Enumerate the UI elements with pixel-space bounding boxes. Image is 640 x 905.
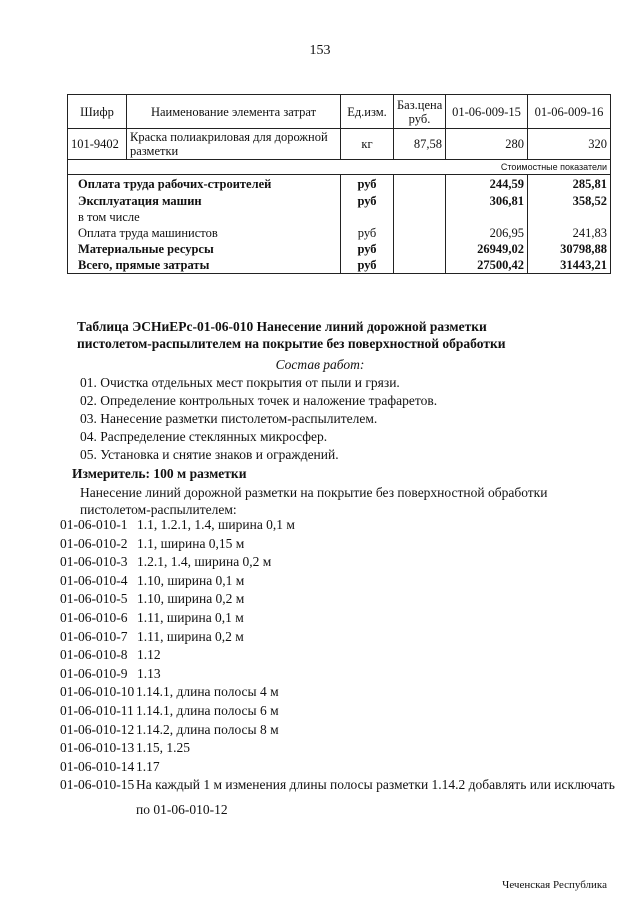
code-number: 01-06-010-4 [60, 572, 128, 588]
work-item: 03. Нанесение разметки пистолетом-распылителем. [80, 411, 378, 426]
header-price: Баз.цена руб. [394, 95, 446, 129]
code-number: 01-06-010-5 [60, 591, 128, 607]
code-number: 01-06-010-12 [60, 721, 135, 737]
material-v1: 280 [446, 129, 528, 160]
cost-label: Стоимостные показатели [68, 160, 611, 175]
summary-v1: 26949,02 [446, 241, 528, 257]
work-item: 05. Установка и снятие знаков и ограждений. [80, 447, 339, 462]
summary-v1: 206,95 [446, 225, 528, 241]
summary-unit: руб [341, 193, 394, 209]
header-col1: 01-06-009-15 [446, 95, 528, 129]
table-row [68, 241, 611, 257]
code-number: 01-06-010-9 [60, 665, 128, 681]
summary-name: Материальные ресурсы [68, 241, 341, 257]
table-row [68, 129, 611, 160]
work-item: 02. Определение контрольных точек и наложение трафаретов. [80, 393, 438, 408]
code-description: 1.11, ширина 0,2 м [137, 628, 244, 644]
summary-v1: 27500,42 [446, 257, 528, 274]
cost-label-row [68, 160, 611, 175]
summary-v2: 30798,88 [528, 241, 611, 257]
code-description: 1.14.1, длина полосы 4 м [136, 684, 279, 700]
table-row [68, 193, 611, 209]
section-title: Таблица ЭСНиЕРс-01-06-010 Нанесение линий дорожной разметки пистолетом-распылителем на покрытие без поверхностной обработки [77, 319, 506, 351]
code-number: 01-06-010-3 [60, 554, 128, 570]
summary-name: Всего, прямые затраты [68, 257, 341, 274]
summary-v2: 285,81 [528, 175, 611, 193]
code-number: 01-06-010-10 [60, 684, 135, 700]
summary-unit: руб [341, 241, 394, 257]
table-row [68, 257, 611, 274]
summary-name: Оплата труда машинистов [68, 225, 341, 241]
code-description: 1.10, ширина 0,1 м [137, 572, 245, 588]
work-title: Состав работ: [275, 357, 365, 372]
summary-v2: 358,52 [528, 193, 611, 209]
code-description: 1.1, ширина 0,15 м [137, 535, 245, 551]
code-number: 01-06-010-11 [60, 703, 134, 718]
code-number: 01-06-010-8 [60, 647, 128, 663]
code-number: 01-06-010-14 [60, 758, 135, 774]
footer-text: Чеченская Республика [502, 879, 607, 891]
code-description: 1.14.2, длина полосы 8 м [136, 721, 279, 737]
summary-unit: руб [341, 225, 394, 241]
header-unit: Ед.изм. [341, 95, 394, 129]
code-number: 01-06-010-2 [60, 535, 128, 551]
code-description: 1.17 [136, 758, 160, 774]
summary-unit: руб [341, 257, 394, 274]
code-description: 1.12 [137, 647, 161, 663]
code-number: 01-06-010-15 [60, 777, 135, 793]
summary-v2: 31443,21 [528, 257, 611, 274]
code-number: 01-06-010-1 [60, 517, 128, 532]
code-description: 1.11, ширина 0,1 м [137, 610, 244, 625]
material-unit: кг [341, 129, 394, 160]
material-name: Краска полиакриловая для дорожной разметки [127, 129, 341, 160]
summary-name: Эксплуатация машин [68, 193, 341, 209]
summary-v1: 244,59 [446, 175, 528, 193]
work-item: 01. Очистка отдельных мест покрытия от пыли и грязи. [80, 375, 400, 390]
code-description: 1.14.1, длина полосы 6 м [136, 703, 279, 718]
code-number: 01-06-010-13 [60, 740, 135, 756]
code-description: На каждый 1 м изменения длины полосы разметки 1.14.2 добавлять или исключать [136, 777, 615, 793]
code-description: 1.1, 1.2.1, 1.4, ширина 0,1 м [137, 517, 295, 532]
code-number: 01-06-010-6 [60, 610, 128, 625]
code15-continuation: по 01-06-010-12 [136, 802, 228, 817]
summary-name: Оплата труда рабочих-строителей [68, 175, 341, 193]
header-name: Наименование элемента затрат [127, 95, 341, 129]
summary-v2: 241,83 [528, 225, 611, 241]
code-description: 1.15, 1.25 [136, 740, 190, 756]
summary-v1: 306,81 [446, 193, 528, 209]
material-v2: 320 [528, 129, 611, 160]
table-header-row [68, 95, 611, 129]
meter-label: Измеритель: 100 м разметки [72, 466, 247, 481]
resource-table [67, 94, 611, 274]
intro-text: Нанесение линий дорожной разметки на покрытие без поверхностной обработки пистолетом-распылителем: [80, 485, 548, 517]
code-description: 1.10, ширина 0,2 м [137, 591, 245, 607]
header-code: Шифр [68, 95, 127, 129]
summary-name: в том числе [68, 209, 341, 225]
work-item: 04. Распределение стеклянных микросфер. [80, 429, 328, 444]
code-description: 1.2.1, 1.4, ширина 0,2 м [137, 554, 272, 570]
table-row [68, 175, 611, 193]
material-price: 87,58 [394, 129, 446, 160]
code-description: 1.13 [137, 665, 161, 681]
table-row [68, 209, 611, 225]
page-number: 153 [309, 43, 331, 58]
header-col2: 01-06-009-16 [528, 95, 611, 129]
table-row [68, 225, 611, 241]
summary-unit: руб [341, 175, 394, 193]
code-number: 01-06-010-7 [60, 628, 128, 644]
material-code: 101-9402 [68, 129, 127, 160]
